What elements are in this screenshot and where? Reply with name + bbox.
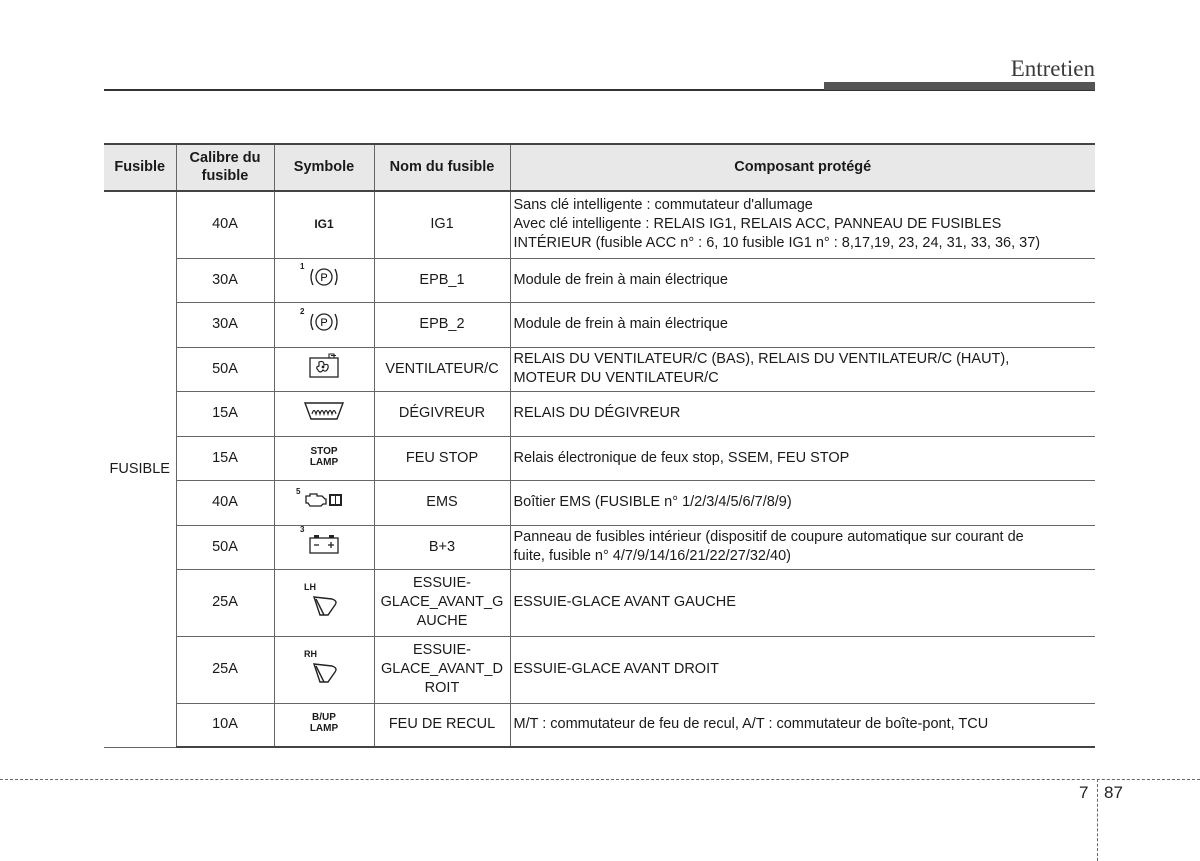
- table-row: [104, 569, 1095, 636]
- component-cell: [510, 525, 1095, 569]
- component-cell: [510, 191, 1095, 258]
- component-line: Module de frein à main électrique: [513, 316, 728, 333]
- footer-vertical-divider: [1097, 779, 1098, 861]
- symbol-cell: [274, 391, 374, 436]
- symbol-cell: [274, 525, 374, 569]
- backup-lamp-symbol: B/UP LAMP: [309, 712, 339, 735]
- component-cell: [510, 703, 1095, 747]
- fuse-name-cell: EPB_1: [374, 258, 510, 302]
- component-cell: [510, 636, 1095, 703]
- component-line: Panneau de fusibles intérieur (dispositif de coupure automatique sur courant de: [513, 529, 1024, 546]
- component-cell: [510, 569, 1095, 636]
- cooling-fan-icon: [307, 353, 341, 385]
- rating-cell: 15A: [176, 391, 274, 436]
- battery-icon: 3: [307, 533, 341, 561]
- component-line: Avec clé intelligente : RELAIS IG1, RELAIS ACC, PANNEAU DE FUSIBLES: [513, 216, 1002, 233]
- svg-text:P: P: [320, 316, 328, 329]
- fuse-name-cell: EMS: [374, 480, 510, 525]
- col-header-fusible: Fusible: [104, 144, 176, 191]
- component-line: INTÉRIEUR (fusible ACC n° : 6, 10 fusible IG1 n° : 8,17,19, 23, 24, 31, 33, 36, 37): [513, 235, 1041, 252]
- fuse-name-cell: EPB_2: [374, 302, 510, 347]
- col-header-composant: Composant protégé: [510, 144, 1095, 191]
- section-title: Entretien: [1010, 56, 1095, 81]
- footer-divider: [0, 779, 1200, 780]
- rating-cell: 25A: [176, 569, 274, 636]
- symbol-cell: [274, 347, 374, 391]
- table-row: [104, 347, 1095, 391]
- svg-text:P: P: [320, 272, 328, 285]
- epb-1-icon: 1 P: [307, 266, 341, 294]
- component-line: Module de frein à main électrique: [513, 271, 728, 288]
- wiper-left-icon: LH: [304, 582, 344, 623]
- component-line: RELAIS DU VENTILATEUR/C (BAS), RELAIS DU VENTILATEUR/C (HAUT),: [513, 351, 1010, 368]
- header-rule-accent: [824, 82, 1095, 90]
- component-cell: [510, 258, 1095, 302]
- rating-cell: 25A: [176, 636, 274, 703]
- component-cell: [510, 391, 1095, 436]
- symbol-cell: [274, 436, 374, 480]
- component-cell: [510, 347, 1095, 391]
- wiper-right-icon: RH: [304, 649, 344, 690]
- fuse-name-cell: B+3: [374, 525, 510, 569]
- component-cell: [510, 480, 1095, 525]
- epb-2-icon: 2 P: [307, 311, 341, 339]
- component-line: ESSUIE-GLACE AVANT DROIT: [513, 661, 719, 678]
- table-row: [104, 302, 1095, 347]
- symbol-cell: [274, 302, 374, 347]
- rating-cell: 30A: [176, 258, 274, 302]
- ig1-symbol: IG1: [314, 217, 334, 232]
- group-label-fusible: FUSIBLE: [104, 191, 176, 747]
- table-row: [104, 258, 1095, 302]
- rating-cell: 15A: [176, 436, 274, 480]
- table-row: [104, 636, 1095, 703]
- component-line: Relais électronique de feux stop, SSEM, FEU STOP: [513, 449, 850, 466]
- table-header-row: [104, 144, 1095, 191]
- component-line: Sans clé intelligente : commutateur d'allumage: [513, 197, 813, 214]
- stop-lamp-symbol: STOP LAMP: [309, 445, 339, 468]
- component-line: MOTEUR DU VENTILATEUR/C: [513, 370, 719, 386]
- page-number: 87: [1104, 783, 1123, 802]
- col-header-nom: Nom du fusible: [374, 144, 510, 191]
- chapter-number: 7: [1079, 783, 1089, 802]
- fuse-name-cell: ESSUIE- GLACE_AVANT_D ROIT: [374, 636, 510, 703]
- symbol-cell: [274, 191, 374, 258]
- col-header-symbole: Symbole: [274, 144, 374, 191]
- rating-cell: 40A: [176, 191, 274, 258]
- component-cell: [510, 436, 1095, 480]
- fuse-name-cell: IG1: [374, 191, 510, 258]
- fuse-name-cell: FEU STOP: [374, 436, 510, 480]
- component-line: Boîtier EMS (FUSIBLE n° 1/2/3/4/5/6/7/8/9): [513, 494, 792, 511]
- symbol-cell: [274, 703, 374, 747]
- symbol-cell: [274, 569, 374, 636]
- symbol-cell: [274, 480, 374, 525]
- table-row: [104, 525, 1095, 569]
- rear-defroster-icon: [303, 400, 345, 428]
- component-line: RELAIS DU DÉGIVREUR: [513, 405, 681, 422]
- component-cell: [510, 302, 1095, 347]
- col-header-calibre: Calibre du fusible: [176, 144, 274, 191]
- table-row: [104, 391, 1095, 436]
- component-line: M/T : commutateur de feu de recul, A/T : commutateur de boîte-pont, TCU: [513, 716, 989, 733]
- table-row: [104, 703, 1095, 747]
- component-line: ESSUIE-GLACE AVANT GAUCHE: [513, 594, 736, 611]
- fuse-name-cell: VENTILATEUR/C: [374, 347, 510, 391]
- rating-cell: 40A: [176, 480, 274, 525]
- table-row: [104, 191, 1095, 258]
- rating-cell: 50A: [176, 525, 274, 569]
- fuse-name-cell: FEU DE RECUL: [374, 703, 510, 747]
- component-line: fuite, fusible n° 4/7/9/14/16/21/22/27/32/40): [513, 548, 791, 564]
- table-row: [104, 436, 1095, 480]
- table-row: [104, 480, 1095, 525]
- rating-cell: 30A: [176, 302, 274, 347]
- symbol-cell: [274, 636, 374, 703]
- fuse-name-cell: ESSUIE- GLACE_AVANT_G AUCHE: [374, 569, 510, 636]
- fuse-table: [104, 143, 1095, 748]
- rating-cell: 10A: [176, 703, 274, 747]
- engine-ems-icon: 5: [303, 491, 345, 515]
- fuse-name-cell: DÉGIVREUR: [374, 391, 510, 436]
- symbol-cell: [274, 258, 374, 302]
- rating-cell: 50A: [176, 347, 274, 391]
